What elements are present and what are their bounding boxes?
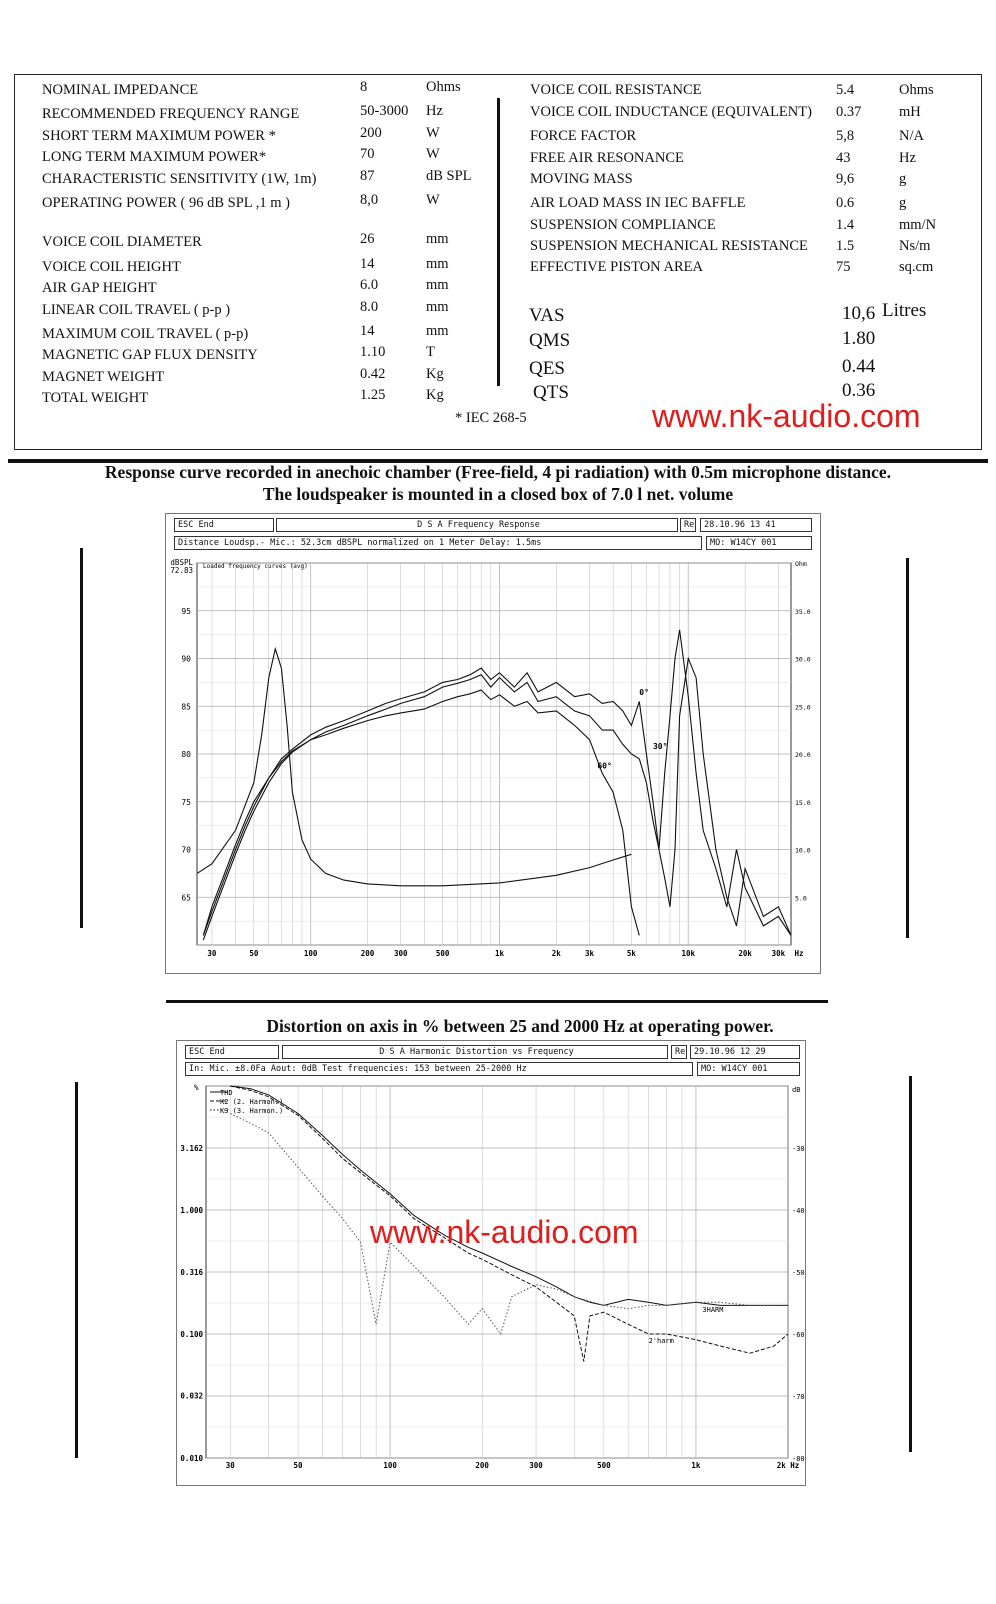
ts-label: QES: [529, 358, 565, 379]
y2-tick-label: 5.0: [795, 894, 807, 903]
spec-value: 50-3000: [360, 103, 409, 119]
y-tick-label: 70: [181, 845, 191, 855]
distortion-model: MO: W14CY 001: [697, 1062, 800, 1076]
spec-value: 8: [360, 79, 368, 95]
spec-unit: Kg: [426, 366, 444, 382]
legend-entry: THD: [220, 1089, 233, 1097]
spec-value: 0.37: [836, 104, 862, 120]
x-tick-label: 30k: [771, 949, 786, 958]
spec-label: MOVING MASS: [530, 171, 633, 187]
spec-label: RECOMMENDED FREQUENCY RANGE: [42, 106, 300, 122]
y-tick-label: 90: [181, 654, 191, 664]
x-tick-label: 100: [303, 949, 318, 958]
spec-unit: sq.cm: [899, 259, 934, 275]
side-bar-left: [80, 548, 83, 928]
x-tick-label: 30: [207, 949, 217, 958]
spec-label: MAGNETIC GAP FLUX DENSITY: [42, 347, 258, 363]
section-divider-2: [166, 1000, 828, 1003]
y2-tick-label: -60: [792, 1331, 805, 1339]
y-tick-label: 80: [181, 750, 191, 759]
response-series-line: [203, 659, 791, 936]
response-caption-line1: Response curve recorded in anechoic chamber (Free-field, 4 pi radiation) with 0.5m microphone distance.: [104, 462, 892, 482]
spec-value: 5,8: [836, 128, 855, 144]
ts-value: 0.44: [842, 356, 876, 377]
spec-value: 14: [360, 256, 375, 272]
impedance-line: [197, 649, 631, 886]
spec-unit: mm: [426, 323, 449, 339]
x-tick-label: 10k: [681, 949, 696, 958]
spec-value: 70: [360, 146, 375, 162]
response-small-icon[interactable]: Re: [680, 518, 696, 532]
spec-value: 8.0: [360, 299, 379, 315]
spec-label: LINEAR COIL TRAVEL ( p-p ): [42, 302, 231, 318]
spec-label: NOMINAL IMPEDANCE: [42, 82, 199, 98]
y2-tick-label: 30.0: [795, 655, 811, 664]
y2-tick-label: -70: [792, 1393, 805, 1401]
spec-unit: W: [426, 192, 440, 208]
spec-label: SUSPENSION MECHANICAL RESISTANCE: [530, 238, 808, 254]
spec-value: 9,6: [836, 171, 855, 187]
spec-unit: T: [426, 344, 435, 360]
annotation-3harm: 3HARM: [702, 1306, 724, 1315]
side-bar-right-2: [909, 1076, 912, 1452]
x-tick-label: 300: [529, 1461, 543, 1470]
spec-value: 0.42: [360, 366, 386, 382]
response-date: 28.10.96 13 41: [700, 518, 812, 532]
y-axis-label: %: [194, 1083, 199, 1092]
spec-unit: mH: [899, 104, 921, 120]
spec-value: 26: [360, 231, 375, 247]
spec-unit: dB SPL: [426, 168, 472, 184]
spec-label: SHORT TERM MAXIMUM POWER *: [42, 128, 276, 144]
spec-value: 1.5: [836, 238, 855, 254]
spec-unit: Ns/m: [899, 238, 931, 254]
x-tick-label: 2k: [551, 949, 561, 958]
spec-unit: g: [899, 171, 907, 187]
harmonic-distortion-chart: [176, 1078, 806, 1485]
y2-tick-label: -30: [792, 1145, 805, 1153]
ts-value: 0.36: [842, 380, 876, 401]
distortion-series-line: [230, 1086, 788, 1305]
watermark-url: www.nk-audio.com: [652, 398, 921, 434]
spec-unit: mm: [426, 231, 449, 247]
spec-unit: mm: [426, 256, 449, 272]
y-tick-label: 85: [181, 702, 191, 712]
spec-unit: g: [899, 195, 907, 211]
series-label: 0°: [639, 687, 649, 697]
x-tick-label: 5k: [626, 949, 636, 958]
spec-unit: mm: [426, 277, 449, 293]
column-divider: [497, 98, 500, 386]
spec-unit: Hz: [426, 103, 443, 119]
x-tick-label: 200: [475, 1461, 489, 1470]
spec-unit: N/A: [899, 128, 924, 144]
y2-tick-label: 25.0: [795, 703, 811, 712]
y2-axis-label: Ohm: [795, 560, 807, 568]
spec-value: 1.10: [360, 344, 386, 360]
distortion-caption: Distortion on axis in % between 25 and 2000 Hz at operating power.: [266, 1016, 774, 1036]
frequency-response-chart: [165, 553, 821, 973]
spec-label: TOTAL WEIGHT: [42, 390, 149, 406]
y-tick-label: 0.010: [180, 1454, 203, 1463]
y2-tick-label: 15.0: [795, 798, 811, 807]
response-info: Distance Loudsp.- Mic.: 52.3cm dBSPL normalized on 1 Meter Delay: 1.5ms: [174, 536, 702, 550]
spec-label: FREE AIR RESONANCE: [530, 150, 684, 166]
side-bar-right: [906, 558, 909, 938]
footnote: * IEC 268-5: [455, 410, 527, 426]
spec-label: MAGNET WEIGHT: [42, 369, 165, 385]
spec-value: 14: [360, 323, 375, 339]
spec-value: 8,0: [360, 192, 379, 208]
y-axis-label: dBSPL: [170, 558, 193, 567]
spec-value: 0.6: [836, 195, 855, 211]
legend-label: Loaded frequency curves (avg): [203, 563, 308, 570]
x-tick-label: 2k Hz: [776, 1461, 800, 1470]
y-tick-label: 95: [181, 606, 191, 616]
y2-tick-label: -50: [792, 1269, 805, 1277]
spec-unit: W: [426, 146, 440, 162]
spec-label: LONG TERM MAXIMUM POWER*: [42, 149, 267, 165]
ts-value: 10,6: [842, 303, 876, 324]
spec-value: 75: [836, 259, 851, 275]
response-esc-button[interactable]: ESC End: [174, 518, 274, 532]
ts-unit: Litres: [882, 300, 927, 321]
y-tick-label: 0.032: [180, 1391, 203, 1401]
x-tick-label: 1k: [494, 949, 504, 958]
annotation-2harm: 2'harm: [648, 1336, 674, 1345]
y2-axis-label: dB: [792, 1086, 801, 1094]
spec-value: 200: [360, 125, 382, 141]
distortion-date: 29.10.96 12 29: [690, 1045, 800, 1059]
x-tick-label: 1k: [691, 1461, 701, 1470]
x-tick-label: 30: [225, 1461, 235, 1470]
legend-entry: K3 (3. Harmon.): [220, 1107, 284, 1115]
response-model: MO: W14CY 001: [706, 536, 812, 550]
y-tick-label: 3.162: [180, 1144, 203, 1154]
y-tick-label: 65: [181, 893, 191, 903]
spec-label: VOICE COIL DIAMETER: [42, 234, 202, 250]
spec-label: FORCE FACTOR: [530, 128, 637, 144]
spec-label: SUSPENSION COMPLIANCE: [530, 217, 716, 233]
spec-label: AIR GAP HEIGHT: [42, 280, 157, 296]
y-tick-label: 75: [181, 797, 191, 807]
y2-tick-label: 20.0: [795, 751, 811, 759]
spec-unit: Kg: [426, 387, 444, 403]
spec-unit: W: [426, 125, 440, 141]
spec-label: VOICE COIL HEIGHT: [42, 259, 181, 275]
x-tick-label: 500: [597, 1461, 611, 1470]
spec-label: VOICE COIL RESISTANCE: [530, 82, 702, 98]
spec-label: CHARACTERISTIC SENSITIVITY (1W, 1m): [42, 171, 317, 187]
x-tick-label: 500: [435, 949, 450, 958]
ts-label: QTS: [533, 382, 569, 403]
x-tick-label: 50: [293, 1461, 303, 1470]
x-tick-label: 100: [383, 1461, 397, 1470]
spec-unit: Hz: [899, 150, 916, 166]
response-title: D S A Frequency Response: [276, 518, 678, 532]
y2-tick-label: 35.0: [795, 607, 811, 616]
distortion-small-icon[interactable]: Re: [671, 1045, 687, 1059]
x-tick-label: 3k: [585, 949, 595, 958]
x-tick-label: 20k: [738, 949, 752, 958]
ts-label: QMS: [529, 330, 571, 351]
spec-unit: mm: [426, 299, 449, 315]
distortion-title: D S A Harmonic Distortion vs Frequency: [282, 1045, 668, 1059]
ts-label: VAS: [529, 305, 565, 326]
spec-unit: Ohms: [899, 82, 934, 98]
spec-value: 1.4: [836, 217, 855, 233]
corner-label: 72.83: [170, 566, 193, 575]
ts-value: 1.80: [842, 328, 876, 349]
y-tick-label: 0.100: [180, 1330, 203, 1339]
series-label: 30°: [652, 742, 668, 752]
x-tick-label: 50: [249, 949, 259, 958]
spec-label: OPERATING POWER ( 96 dB SPL ,1 m ): [42, 195, 290, 211]
side-bar-left-2: [75, 1082, 78, 1458]
spec-label: MAXIMUM COIL TRAVEL ( p-p): [42, 326, 249, 342]
y2-tick-label: -80: [792, 1455, 805, 1463]
spec-label: VOICE COIL INDUCTANCE (EQUIVALENT): [530, 104, 812, 120]
legend-entry: K2 (2. Harmon.): [220, 1098, 284, 1106]
distortion-info: In: Mic. ±8.0Fa Aout: 0dB Test frequencies: 153 between 25-2000 Hz: [185, 1062, 693, 1076]
x-tick-label: Hz: [794, 949, 804, 958]
y2-tick-label: -40: [792, 1207, 805, 1215]
spec-value: 87: [360, 168, 375, 184]
x-tick-label: 300: [393, 949, 408, 958]
y2-tick-label: 10.0: [795, 846, 811, 855]
spec-unit: Ohms: [426, 79, 461, 95]
series-label: 60°: [597, 761, 612, 771]
spec-value: 5.4: [836, 82, 855, 98]
spec-label: EFFECTIVE PISTON AREA: [530, 259, 703, 275]
y-tick-label: 1.000: [180, 1206, 203, 1215]
spec-value: 43: [836, 150, 851, 166]
watermark-url-2: www.nk-audio.com: [370, 1214, 639, 1250]
x-tick-label: 200: [360, 949, 375, 958]
response-caption-line2: The loudspeaker is mounted in a closed box of 7.0 l net. volume: [262, 484, 734, 504]
spec-value: 1.25: [360, 387, 386, 403]
spec-unit: mm/N: [899, 217, 937, 233]
spec-label: AIR LOAD MASS IN IEC BAFFLE: [530, 195, 746, 211]
spec-value: 6.0: [360, 277, 379, 293]
distortion-esc-button[interactable]: ESC End: [185, 1045, 279, 1059]
y-tick-label: 0.316: [180, 1268, 203, 1278]
